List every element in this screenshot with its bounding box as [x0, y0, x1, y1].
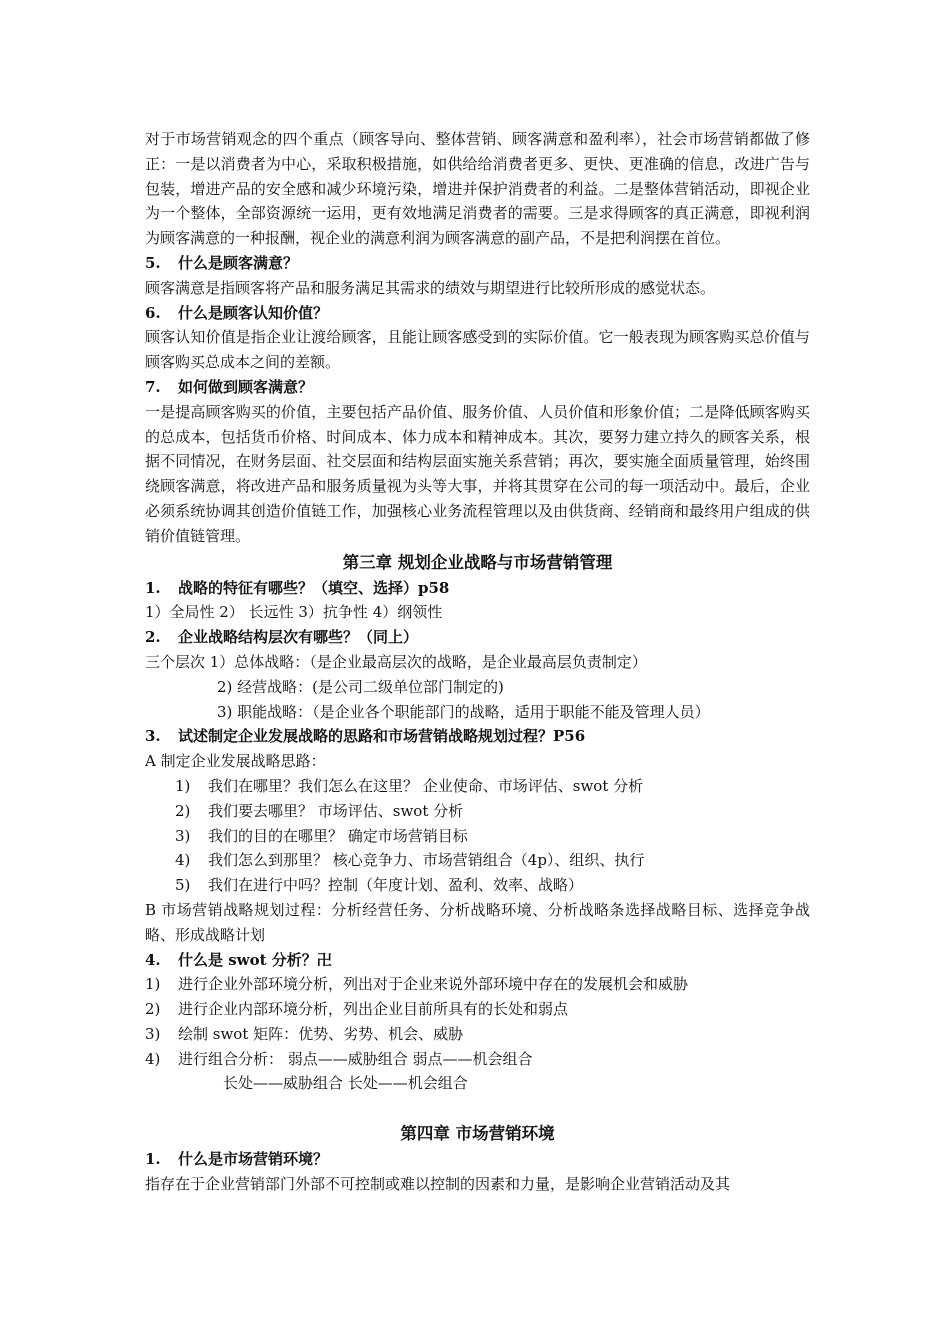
list-item: 2) 进行企业内部环境分析，列出企业目前所具有的长处和弱点 — [145, 1000, 569, 1019]
question-5: 5. 什么是顾客满意？ — [145, 253, 299, 272]
section-spacer — [145, 1096, 810, 1120]
ch3-answer-2-line-1: 三个层次 1）总体战略：（是企业最高层次的战略，是企业最高层负责制定） — [145, 652, 647, 671]
list-item: 3) 我们的目的在哪里？ 确定市场营销目标 — [175, 826, 468, 845]
list-item: 1) 我们在哪里？我们怎么在这里？ 企业使命、市场评估、swot 分析 — [175, 776, 644, 795]
question-6: 6. 什么是顾客认知价值？ — [145, 303, 329, 322]
document-page — [145, 127, 810, 1197]
answer-5: 顾客满意是指顾客将产品和服务满足其需求的绩效与期望进行比较所形成的感觉状态。 — [145, 278, 716, 297]
ch3-answer-2-line-2: 2) 经营战略：(是公司二级单位部门制定的) — [217, 677, 504, 696]
ch3-question-2: 2. 企业战略结构层次有哪些？（同上） — [145, 628, 419, 647]
list-item: 4) 进行组合分析： 弱点——威胁组合 弱点——机会组合 — [145, 1049, 533, 1068]
ch3-answer-3-head: A 制定企业发展战略思路： — [145, 752, 326, 771]
answer-6: 顾客认知价值是指企业让渡给顾客，且能让顾客感受到的实际价值。它一般表现为顾客购买总价值与顾客购买总成本之间的差额。 — [145, 328, 810, 372]
ch3-answer-4-continuation: 长处——威胁组合 长处——机会组合 — [223, 1074, 468, 1093]
list-item: 3) 绘制 swot 矩阵：优势、劣势、机会、威胁 — [145, 1024, 464, 1043]
question-7: 7. 如何做到顾客满意？ — [145, 377, 314, 396]
paragraph-marketing-concept: 对于市场营销观念的四个重点（顾客导向、整体营销、顾客满意和盈利率），社会市场营销都做了修正：一是以消费者为中心，采取积极措施，如供给给消费者更多、更快、更准确的信息，改进广告与包装，增进产品的安全感和减少环境污染，增进并保护消费者的利益。二是整体营销活动，即视企业为一个整体，全部资源统一运用，更有效地满足消费者的需要。三是求得顾客的真正满意，即视利润为顾客满意的一种报酬，视企业的满意利润为顾客满意的副产品，不是把利润摆在首位。 — [145, 130, 810, 248]
ch3-answer-1: 1）全局性 2） 长远性 3）抗争性 4）纲领性 — [145, 603, 443, 622]
list-item: 2) 我们要去哪里？ 市场评估、swot 分析 — [175, 801, 464, 820]
list-item: 1) 进行企业外部环境分析，列出对于企业来说外部环境中存在的发展机会和威胁 — [145, 975, 689, 994]
ch3-answer-3-b: B 市场营销战略规划过程：分析经营任务、分析战略环境、分析战略条选择战略目标、选择竞争战略、形成战略计划 — [145, 900, 810, 944]
list-item: 5) 我们在进行中吗？控制（年度计划、盈利、效率、战略） — [175, 876, 584, 895]
ch4-question-1: 1. 什么是市场营销环境？ — [145, 1150, 329, 1169]
chapter-3-title: 第三章 规划企业战略与市场营销管理 — [342, 552, 613, 572]
ch3-question-1: 1. 战略的特征有哪些？（填空、选择）p58 — [145, 578, 450, 597]
answer-7: 一是提高顾客购买的价值，主要包括产品价值、服务价值、人员价值和形象价值；二是降低顾客购买的总成本，包括货币价格、时间成本、体力成本和精神成本。其次，要努力建立持久的顾客关系，根据不同情况，在财务层面、社交层面和结构层面实施关系营销；再次，要实施全面质量管理，始终围绕顾客满意，将改进产品和服务质量视为头等大事，并将其贯穿在公司的每一项活动中。最后，企业必须系统协调其创造价值链工作，加强核心业务流程管理以及由供货商、经销商和最终用户组成的供销价值链管理。 — [145, 402, 810, 545]
chapter-4-title: 第四章 市场营销环境 — [400, 1124, 555, 1144]
ch4-answer-1: 指存在于企业营销部门外部不可控制或难以控制的因素和力量，是影响企业营销活动及其 — [145, 1175, 731, 1194]
ch3-question-3: 3. 试述制定企业发展战略的思路和市场营销战略规划过程？P56 — [145, 727, 586, 746]
list-item: 4) 我们怎么到那里？ 核心竞争力、市场营销组合（4p）、组织、执行 — [175, 851, 645, 870]
ch3-answer-2-line-3: 3) 职能战略：（是企业各个职能部门的战略，适用于职能不能及管理人员） — [217, 702, 710, 721]
ch3-question-4: 4. 什么是 swot 分析？卍 — [145, 950, 332, 969]
